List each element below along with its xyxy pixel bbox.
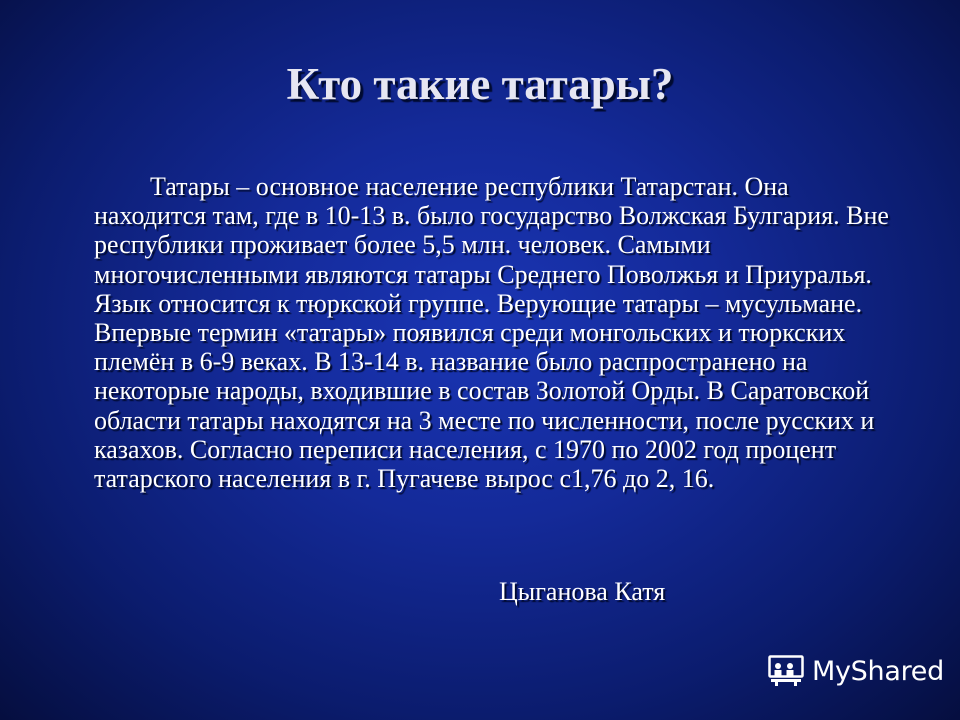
watermark-logo bbox=[768, 655, 944, 687]
slide-title: Кто такие татары? bbox=[286, 59, 674, 109]
slide-body-text: Татары – основное население республики Татарстан. Она находится там, где в 10-13 в. было государство Волжская Булгария. Вне республики проживает более 5,5 млн. человек. Самыми многочисленными являются татары Среднего Поволжья и Приуралья. Язык относится к тюркской группе. Верующие татары – мусульмане. Впервые термин «татары» появился среди монгольских и тюркских племён в 6-9 веках. В 13-14 в. название было распространено на некоторые народы, входившие в состав Золотой Орды. В Саратовской области татары находятся на 3 месте по численности, после русских и казахов. Согласно переписи населения, с 1970 по 2002 год процент татарского населения в г. Пугачеве вырос с1,76 до 2, 16. bbox=[94, 172, 889, 494]
author-signature: Цыганова Катя bbox=[499, 577, 666, 606]
classroom-icon bbox=[768, 655, 804, 687]
watermark-text: MyShared bbox=[812, 655, 944, 687]
